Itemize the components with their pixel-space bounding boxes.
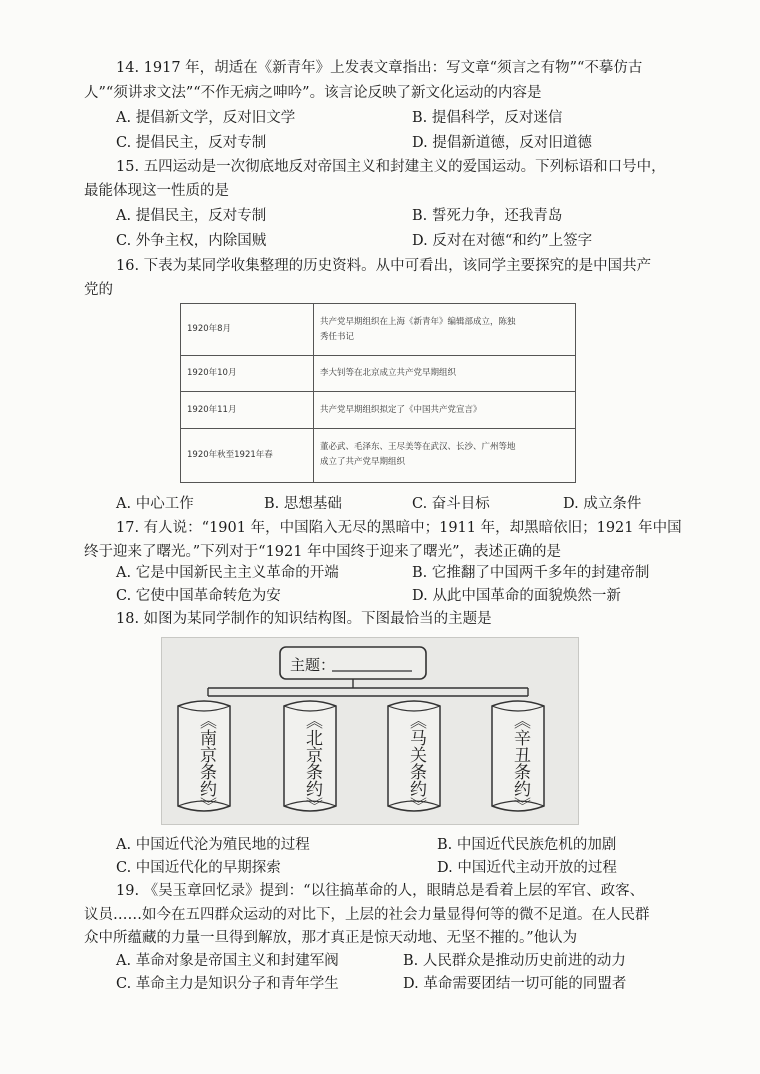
table-cell-event [314,428,576,482]
q15-option-c[interactable]: C. 外争主权，内除国贼 [116,233,267,249]
history-table [180,303,576,483]
q19-stem-line2: 议员……如今在五四群众运动的对比下，上层的社会力量显得何等的微不足道。在人民群 [84,907,650,923]
q19-option-d[interactable]: D. 革命需要团结一切可能的同盟者 [403,976,627,992]
q19-option-b[interactable]: B. 人民群众是推动历史前进的动力 [403,953,626,969]
q14-stem-line1: 14. 1917 年，胡适在《新青年》上发表文章指出：写文章“须言之有物”“不摹仿古 [116,60,643,76]
q19-stem-line1: 19. 《吴玉章回忆录》提到：“以往搞革命的人，眼睛总是看着上层的军官、政客、 [116,883,645,899]
q15-option-b[interactable]: B. 誓死力争，还我青岛 [412,208,563,224]
table-row [181,304,576,356]
table-cell-event [314,392,576,428]
knowledge-structure-figure [161,637,579,825]
event-text-line2: 秀任书记 [320,331,355,342]
q15-option-d[interactable]: D. 反对在对德“和约”上签字 [412,233,593,249]
q15-stem-line2: 最能体现这一性质的是 [84,183,229,199]
q14-option-b[interactable]: B. 提倡科学，反对迷信 [412,110,563,126]
event-text-line2: 成立了共产党早期组织 [320,457,406,468]
q16-option-c[interactable]: C. 奋斗目标 [412,496,490,512]
table-cell-date: 1920年秋至1921年春 [181,428,314,482]
table-cell-date: 1920年10月 [181,356,314,392]
q17-option-d[interactable]: D. 从此中国革命的面貌焕然一新 [412,588,621,604]
table-row [181,392,576,428]
q18-option-a[interactable]: A. 中国近代沦为殖民地的过程 [116,837,310,853]
q16-stem-line1: 16. 下表为某同学收集整理的历史资料。从中可看出，该同学主要探究的是中国共产 [116,258,652,274]
table-row [181,356,576,392]
scroll-label-xinchou: 《辛丑条约》 [510,712,530,814]
figure-topic-label: 主题： [290,656,336,674]
q18-stem-line1: 18. 如图为某同学制作的知识结构图。下图最恰当的主题是 [116,611,492,627]
scroll-label-nanjing: 《南京条约》 [196,712,216,814]
q14-option-c[interactable]: C. 提倡民主，反对专制 [116,135,267,151]
q14-option-d[interactable]: D. 提倡新道德，反对旧道德 [412,135,592,151]
event-text-line1: 共产党早期组织在上海《新青年》编辑部成立，陈独 [320,316,516,327]
table-cell-date: 1920年8月 [181,304,314,356]
q18-option-d[interactable]: D. 中国近代主动开放的过程 [437,860,617,876]
scroll-label-maguan: 《马关条约》 [406,712,426,814]
q16-option-d[interactable]: D. 成立条件 [563,496,642,512]
q15-stem-line1: 15. 五四运动是一次彻底地反对帝国主义和封建主义的爱国运动。下列标语和口号中， [116,159,666,175]
q15-option-a[interactable]: A. 提倡民主，反对专制 [116,208,267,224]
q16-stem-line2: 党的 [84,282,113,298]
q17-option-a[interactable]: A. 它是中国新民主主义革命的开端 [116,565,339,581]
table-cell-event [314,304,576,356]
q16-option-b[interactable]: B. 思想基础 [264,496,342,512]
q19-option-c[interactable]: C. 革命主力是知识分子和青年学生 [116,976,339,992]
event-text-line1: 李大钊等在北京成立共产党早期组织 [320,368,457,379]
table-row [181,428,576,482]
q16-option-a[interactable]: A. 中心工作 [116,496,194,512]
q19-option-a[interactable]: A. 革命对象是帝国主义和封建军阀 [116,953,339,969]
q17-stem-line1: 17. 有人说：“1901 年，中国陷入无尽的黑暗中；1911 年，却黑暗依旧；1921 年中国 [116,520,682,536]
table-cell-event [314,356,576,392]
q18-option-b[interactable]: B. 中国近代民族危机的加剧 [437,837,617,853]
q14-stem-line2: 人”“须讲求文法”“不作无病之呻吟”。该言论反映了新文化运动的内容是 [84,85,542,101]
connector-lines [208,679,528,696]
q18-option-c[interactable]: C. 中国近代化的早期探索 [116,860,281,876]
q17-stem-line2: 终于迎来了曙光。”下列对于“1921 年中国终于迎来了曙光”，表述正确的是 [84,544,561,560]
q14-option-a[interactable]: A. 提倡新文学，反对旧文学 [116,110,296,126]
q17-option-b[interactable]: B. 它推翻了中国两千多年的封建帝制 [412,565,650,581]
event-text-line1: 共产党早期组织拟定了《中国共产党宣言》 [320,404,482,415]
table-cell-date: 1920年11月 [181,392,314,428]
scroll-label-beijing: 《北京条约》 [302,712,322,814]
event-text-line1: 董必武、毛泽东、王尽美等在武汉、长沙、广州等地 [320,442,516,453]
q19-stem-line3: 众中所蕴藏的力量一旦得到解放，那才真正是惊天动地、无坚不摧的。”他认为 [84,930,578,946]
q17-option-c[interactable]: C. 它使中国革命转危为安 [116,588,281,604]
